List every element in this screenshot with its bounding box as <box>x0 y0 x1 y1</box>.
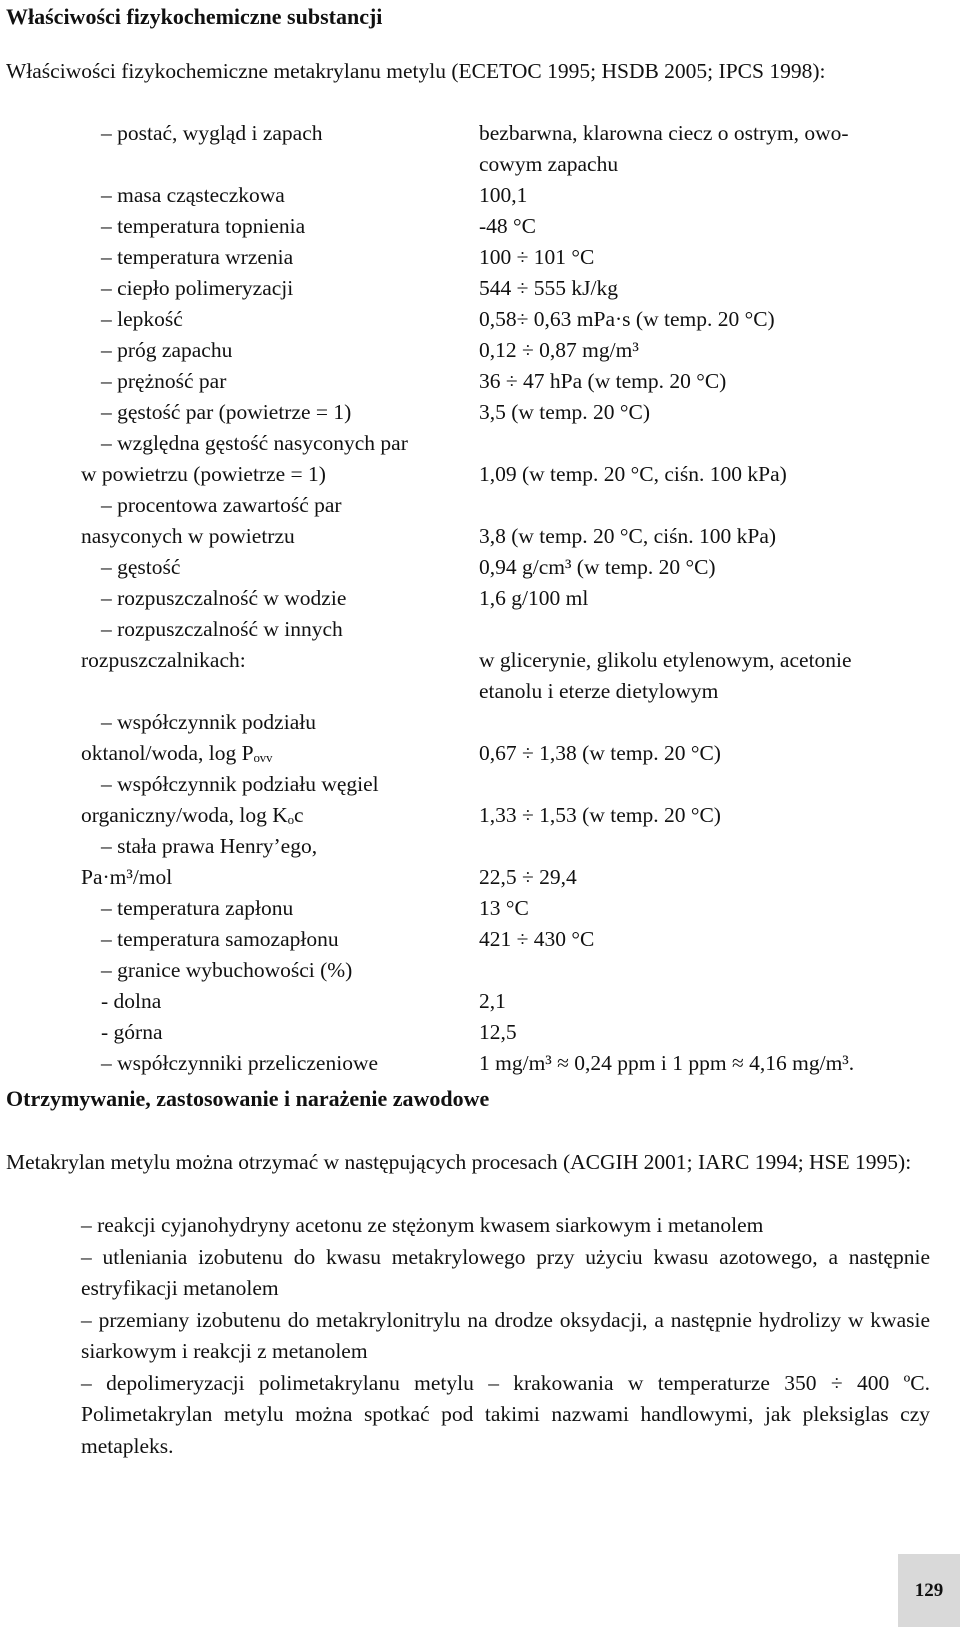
property-name <box>0 1048 479 1079</box>
property-value-line <box>479 831 949 862</box>
property-name-line: – próg zapachu <box>101 338 233 362</box>
property-value <box>479 614 949 707</box>
property-value-line: 13 °C <box>479 896 529 920</box>
property-name <box>0 986 479 1017</box>
property-value <box>479 924 949 955</box>
property-value <box>479 986 949 1017</box>
property-row <box>0 242 960 273</box>
property-row <box>0 180 960 211</box>
property-row <box>0 366 960 397</box>
property-value <box>479 831 949 893</box>
property-value <box>479 707 949 769</box>
property-value-line: 3,8 (w temp. 20 °C, ciśn. 100 kPa) <box>479 524 777 548</box>
property-value-line <box>479 707 949 738</box>
property-name-line: – rozpuszczalność w innych <box>101 617 343 641</box>
property-name-line: - górna <box>101 1020 163 1044</box>
property-name-line: – temperatura zapłonu <box>101 896 294 920</box>
property-name-line: rozpuszczalnikach: <box>81 648 246 672</box>
property-name-line <box>81 149 479 180</box>
property-value-line: 421 ÷ 430 °C <box>479 927 595 951</box>
production-method-item: – reakcji cyjanohydryny acetonu ze stężonym kwasem siarkowym i metanolem <box>81 1213 764 1237</box>
property-value <box>479 242 949 273</box>
property-name <box>0 335 479 366</box>
property-value-line: 0,67 ÷ 1,38 (w temp. 20 °C) <box>479 741 721 765</box>
property-value <box>479 180 949 211</box>
property-value-line: w glicerynie, glikolu etylenowym, acetonie <box>479 648 852 672</box>
property-value <box>479 1017 949 1048</box>
property-row <box>0 955 960 986</box>
property-name <box>0 397 479 428</box>
property-value-line: cowym zapachu <box>479 152 619 176</box>
property-value-line <box>479 769 949 800</box>
property-row <box>0 335 960 366</box>
property-name <box>0 242 479 273</box>
property-value <box>479 335 949 366</box>
property-name <box>0 583 479 614</box>
property-name <box>0 614 479 707</box>
property-name-line: – rozpuszczalność w wodzie <box>101 586 347 610</box>
property-value <box>479 273 949 304</box>
property-name-line: – stała prawa Henry’ego, <box>101 834 318 858</box>
property-name <box>0 211 479 242</box>
property-row <box>0 552 960 583</box>
section-heading-properties: Właściwości fizykochemiczne substancji <box>6 4 383 29</box>
property-value-line: 0,94 g/cm³ (w temp. 20 °C) <box>479 555 716 579</box>
property-name <box>0 304 479 335</box>
property-value <box>479 955 949 986</box>
property-name-line: oktanol/woda, log Pₒᵥᵥ <box>81 741 273 765</box>
property-value-line: 0,58÷ 0,63 mPa·s (w temp. 20 °C) <box>479 307 775 331</box>
property-value <box>479 893 949 924</box>
property-row <box>0 304 960 335</box>
property-name-line: Pa·m³/mol <box>81 865 173 889</box>
page-number: 129 <box>914 1579 944 1601</box>
section-heading-production: Otrzymywanie, zastosowanie i narażenie zawodowe <box>6 1086 490 1111</box>
property-value-line: bezbarwna, klarowna ciecz o ostrym, owo- <box>479 121 849 145</box>
property-row <box>0 583 960 614</box>
properties-list <box>0 118 960 1079</box>
property-value-line: 22,5 ÷ 29,4 <box>479 865 577 889</box>
property-value <box>479 428 949 490</box>
property-name <box>0 552 479 583</box>
property-name-line: – ciepło polimeryzacji <box>101 276 294 300</box>
property-name-line: w powietrzu (powietrze = 1) <box>81 462 326 486</box>
property-value <box>479 211 949 242</box>
property-name <box>0 428 479 490</box>
property-value-line: 1,09 (w temp. 20 °C, ciśn. 100 kPa) <box>479 462 787 486</box>
property-row <box>0 614 960 707</box>
property-value-line: 0,12 ÷ 0,87 mg/m³ <box>479 338 639 362</box>
property-name <box>0 490 479 552</box>
property-name-line: – temperatura wrzenia <box>101 245 294 269</box>
property-value-line: etanolu i eterze dietylowym <box>479 679 719 703</box>
property-name-line: – temperatura topnienia <box>101 214 306 238</box>
property-value-line <box>479 955 949 986</box>
property-name-line: – prężność par <box>101 369 227 393</box>
property-name <box>0 366 479 397</box>
property-name <box>0 955 479 986</box>
property-value-line <box>479 614 949 645</box>
property-value-line: 12,5 <box>479 1020 517 1044</box>
property-row <box>0 428 960 490</box>
property-name <box>0 180 479 211</box>
property-value <box>479 304 949 335</box>
property-row <box>0 397 960 428</box>
property-name-line: – lepkość <box>101 307 183 331</box>
property-name-line: – granice wybuchowości (%) <box>101 958 353 982</box>
property-name <box>0 118 479 180</box>
property-row <box>0 273 960 304</box>
property-value-line: -48 °C <box>479 214 536 238</box>
property-name-line: – gęstość <box>101 555 181 579</box>
production-methods-list <box>81 1210 930 1462</box>
property-row <box>0 490 960 552</box>
property-value-line: 1 mg/m³ ≈ 0,24 ppm i 1 ppm ≈ 4,16 mg/m³. <box>479 1051 855 1075</box>
production-method-item: – przemiany izobutenu do metakrylonitrylu na drodze oksydacji, a następnie hydrolizy w kwasie siarkowym i reakcji z metanolem <box>81 1307 930 1363</box>
property-value <box>479 397 949 428</box>
property-row <box>0 986 960 1017</box>
property-name <box>0 1017 479 1048</box>
property-value <box>479 1048 949 1079</box>
property-row <box>0 769 960 831</box>
production-intro: Metakrylan metylu można otrzymać w następujących procesach (ACGIH 2001; IARC 1994; HSE 1995): <box>6 1150 912 1174</box>
property-value-line: 100 ÷ 101 °C <box>479 245 595 269</box>
property-name <box>0 273 479 304</box>
property-row <box>0 924 960 955</box>
property-name-line: – procentowa zawartość par <box>101 493 342 517</box>
property-name <box>0 831 479 893</box>
property-name-line: – gęstość par (powietrze = 1) <box>101 400 352 424</box>
property-value <box>479 583 949 614</box>
property-row <box>0 831 960 893</box>
property-name-line: organiczny/woda, log Kₒc <box>81 803 304 827</box>
property-value <box>479 118 949 180</box>
property-name-line: – względna gęstość nasyconych par <box>101 431 408 455</box>
property-row <box>0 893 960 924</box>
property-row <box>0 1048 960 1079</box>
property-value-line: 544 ÷ 555 kJ/kg <box>479 276 619 300</box>
property-value <box>479 366 949 397</box>
property-value <box>479 769 949 831</box>
production-method-item: – utleniania izobutenu do kwasu metakrylowego przy użyciu kwasu azotowego, a następnie estryfikacji metanolem <box>81 1244 930 1300</box>
property-name-line: – temperatura samozapłonu <box>101 927 339 951</box>
property-name-line: – współczynniki przeliczeniowe <box>101 1051 379 1075</box>
property-value-line: 1,6 g/100 ml <box>479 586 589 610</box>
property-value-line: 1,33 ÷ 1,53 (w temp. 20 °C) <box>479 803 721 827</box>
production-method-item: – depolimeryzacji polimetakrylanu metylu – krakowania w temperaturze 350 ÷ 400 ºC. Polimetakrylan metylu można spotkać pod takimi nazwami handlowymi, jak pleksiglas czy metapleks. <box>81 1370 930 1458</box>
property-name <box>0 769 479 831</box>
property-name <box>0 924 479 955</box>
property-value-line: 2,1 <box>479 989 506 1013</box>
property-value-line: 36 ÷ 47 hPa (w temp. 20 °C) <box>479 369 727 393</box>
property-value-line: 100,1 <box>479 183 528 207</box>
property-row <box>0 118 960 180</box>
page-number-box <box>898 1554 960 1627</box>
property-value-line <box>479 428 949 459</box>
property-name-line: – postać, wygląd i zapach <box>101 121 323 145</box>
property-row <box>0 211 960 242</box>
property-value-line: 3,5 (w temp. 20 °C) <box>479 400 651 424</box>
property-name-line: – współczynnik podziału węgiel <box>101 772 379 796</box>
properties-intro: Właściwości fizykochemiczne metakrylanu metylu (ECETOC 1995; HSDB 2005; IPCS 1998): <box>6 59 826 83</box>
property-name-line: nasyconych w powietrzu <box>81 524 295 548</box>
property-value <box>479 490 949 552</box>
property-value-line <box>479 490 949 521</box>
property-value <box>479 552 949 583</box>
property-name-line: - dolna <box>101 989 162 1013</box>
property-row <box>0 1017 960 1048</box>
property-row <box>0 707 960 769</box>
property-name <box>0 893 479 924</box>
property-name <box>0 707 479 769</box>
property-name-line <box>81 676 479 707</box>
property-name-line: – współczynnik podziału <box>101 710 316 734</box>
property-name-line: – masa cząsteczkowa <box>101 183 285 207</box>
